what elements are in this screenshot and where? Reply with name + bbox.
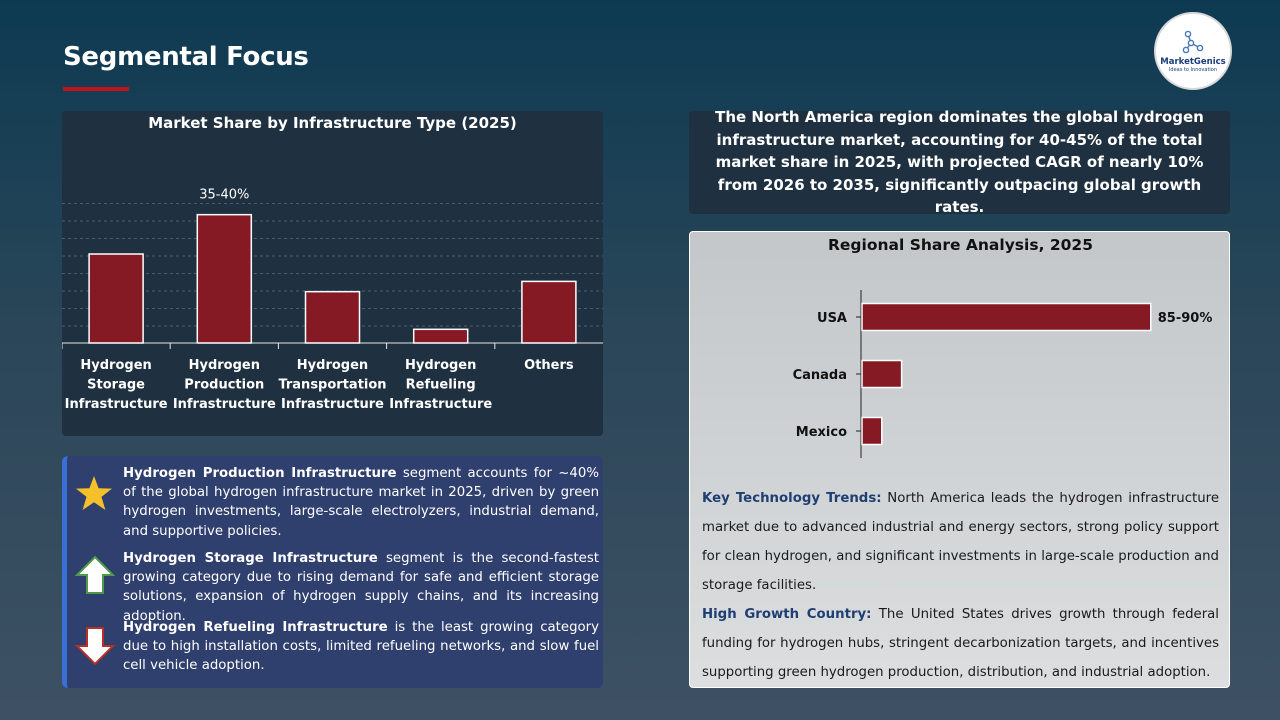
growth-country-text: The United States drives growth through federal funding for hydrogen hubs, stringent decarbonization targets, and incentives supporting green hydrogen production, distribution, and industrial adoption. (702, 607, 1220, 680)
highlight-item-storage: Hydrogen Storage Infrastructure segment is the second-fastest growing category due to rising demand for safe and efficient storage solutions, expansion of hydrogen supply chains, and its increasing adoption. (123, 551, 599, 624)
category-label: Transportation (278, 377, 387, 393)
category-label: Hydrogen (296, 358, 369, 373)
bar (862, 418, 882, 445)
region-summary: The North America region dominates the global hydrogen infrastructure market, accounting for 40-45% of the total market share in 2025, with projected CAGR of nearly 10% from 2026 to 2035, significantly outpacing global growth rates. (689, 111, 1230, 214)
category-label: Infrastructure (281, 397, 384, 412)
tech-trends-label: Key Technology Trends: (702, 491, 882, 506)
infrastructure-chart-panel (62, 111, 603, 436)
category-label: Mexico (795, 425, 847, 440)
network-logo-icon (1180, 29, 1206, 55)
bar (862, 304, 1151, 331)
category-label: Refueling (405, 377, 476, 393)
category-label: Infrastructure (389, 397, 493, 412)
page-title: Segmental Focus (63, 42, 309, 72)
category-label: Others (524, 358, 574, 373)
category-label: Storage (87, 377, 146, 393)
highlight-item-refueling: Hydrogen Refueling Infrastructure is the least growing category due to high installation costs, limited refueling networks, and slow fuel cell vehicle adoption. (123, 620, 599, 674)
regional-bar-chart (690, 232, 1231, 472)
category-label: Hydrogen (188, 358, 260, 373)
arrow-down-icon (75, 626, 115, 666)
category-label: USA (817, 311, 847, 326)
regional-share-panel (689, 231, 1230, 688)
segment-highlights-panel (62, 456, 603, 688)
bar (89, 254, 143, 343)
star-icon (75, 475, 113, 513)
category-label: Infrastructure (64, 397, 168, 412)
growth-country-paragraph (702, 600, 1219, 687)
category-label: Hydrogen (405, 358, 477, 373)
category-label: Hydrogen (80, 358, 152, 373)
tech-trends-paragraph (702, 484, 1219, 600)
data-label: 85-90% (1157, 311, 1213, 326)
category-label: Production (184, 377, 265, 393)
trends-text (702, 484, 1219, 687)
bar (522, 281, 576, 343)
infrastructure-bar-chart (62, 111, 603, 436)
bar (414, 329, 468, 343)
bar (197, 215, 251, 343)
arrow-up-icon (75, 555, 115, 595)
logo-name: MarketGenics (1160, 57, 1226, 67)
category-label: Canada (792, 368, 847, 383)
data-label: 35-40% (199, 187, 250, 203)
category-label: Infrastructure (172, 397, 276, 412)
chart-title: Market Share by Infrastructure Type (2025) (148, 114, 517, 132)
highlight-item-production: Hydrogen Production Infrastructure segment accounts for ~40% of the global hydrogen infrastructure market in 2025, driven by green hydrogen investments, large-scale electrolyzers, industrial demand, and supportive policies. (123, 466, 599, 539)
title-underline (63, 87, 129, 91)
regional-chart-title: Regional Share Analysis, 2025 (827, 236, 1093, 254)
logo-tagline: Ideas to Innovation (1168, 67, 1218, 73)
bar (862, 361, 902, 388)
company-logo (1154, 12, 1232, 90)
bar (306, 292, 360, 343)
growth-country-label: High Growth Country: (702, 607, 872, 622)
tech-trends-text: North America leads the hydrogen infrastructure market due to advanced industrial and energy sectors, strong policy support for clean hydrogen, and significant investments in large-scale production and storage facilities. (702, 491, 1219, 593)
